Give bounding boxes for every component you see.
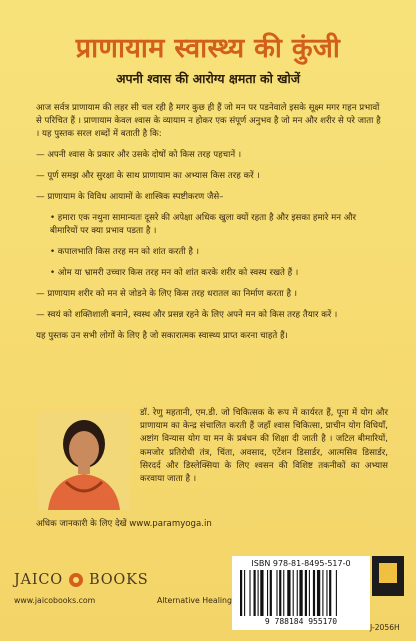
bullet-item: — पूर्ण समझ और सुरक्षा के साथ प्राणायाम का अभ्यास किस तरह करें । <box>36 171 260 181</box>
publisher-emblem-icon <box>69 573 83 587</box>
logo-right-text: BOOKS <box>89 572 149 588</box>
barcode-bars <box>238 570 364 616</box>
logo-left-text: JAICO <box>14 572 63 588</box>
barcode <box>232 556 370 630</box>
bullet-item: — अपनी श्वास के प्रकार और उसके दोषों को किस तरह पहचानें । <box>36 150 242 160</box>
book-title: प्राणायाम स्वास्थ्य की कुंजी <box>75 33 341 64</box>
sub-bullet-item: • हमारा एक नथुना सामान्यतः दूसरे की अपेक्षा अधिक खुला क्यों रहता है और इसका हमारे मन और बीमारियों पर क्या प्रभाव पडता है । <box>50 213 357 236</box>
blurb-intro: आज सर्वत्र प्राणायाम की लहर सी चल रही है मगर कुछ ही हैं जो मन पर पडनेवाले इसके सूक्ष्म मगर गहन प्रभावों से परिचित हैं । प्राणायाम केवल श्वास के व्यायाम न होकर एक संपूर्ण अनुभव है जो मन और शरीर से परे जाता है । यह पुस्तक सरल शब्दों में बताती है कि: <box>36 103 381 139</box>
book-subtitle: अपनी श्वास की आरोग्य क्षमता को खोजें <box>116 71 300 86</box>
bullet-item: — स्वयं को शक्तिशाली बनाने, स्वस्थ और प्रसन्न रहने के लिए अपने मन को किस तरह तैयार करें । <box>36 310 338 320</box>
publisher-logo <box>14 570 148 590</box>
isbn-label: ISBN 978-81-8495-517-0 <box>251 559 351 568</box>
publisher-badge-icon <box>372 556 404 596</box>
more-info-link: अधिक जानकारी के लिए देखें www.paramyoga.in <box>36 519 212 529</box>
author-bio: डॉ. रेणु महतानी, एम.डी. जो चिकित्सक के रूप में कार्यरत हैं, पूना में योग और प्राणायाम का केन्द्र संचालित करती हैं जहाँ श्वास चिकित्सा, प्राचीन योग विधियाँ, अष्टांग विन्यास योग या मन के प्रबंधन की शिक्षा दी जाती है । जटिल बीमारियों, कमजोर प्रतिरोधी तंत्र, चिंता, अवसाद, एटेंशन डिसार्डर, आत्मसिव डिसार्डर, सिरदर्द और डिस्लेक्सिया के लिए श्वसन की विशिष्ट तकनीकों का अभ्यास करवाया जाता है । <box>140 408 388 485</box>
blurb-closing: यह पुस्तक उन सभी लोगों के लिए है जो सकारात्मक स्वास्थ्य प्राप्त करना चाहते हैं। <box>36 331 288 341</box>
blurb <box>36 102 386 351</box>
publisher-website: www.jaicobooks.com <box>14 596 96 605</box>
bullet-item: — प्राणायाम शरीर को मन से जोडने के लिए किस तरह धरातल का निर्माण करता है । <box>36 289 298 299</box>
sub-bullet-item: • ओम या भ्रामरी उच्चार किस तरह मन को शांत करके शरीर को स्वस्थ रखते हैं । <box>50 268 299 278</box>
barcode-digits: 9 788184 955170 <box>264 617 338 626</box>
catalog-code: J-2056H <box>370 623 400 632</box>
author-photo <box>38 412 130 510</box>
book-category: Alternative Healing <box>157 596 232 605</box>
bullet-item: — प्राणायाम के विविध आयामों के शास्त्रिक स्पष्टीकरण जैसे– <box>36 192 224 202</box>
sub-bullet-item: • कपालभाति किस तरह मन को शांत करती है । <box>50 247 199 257</box>
